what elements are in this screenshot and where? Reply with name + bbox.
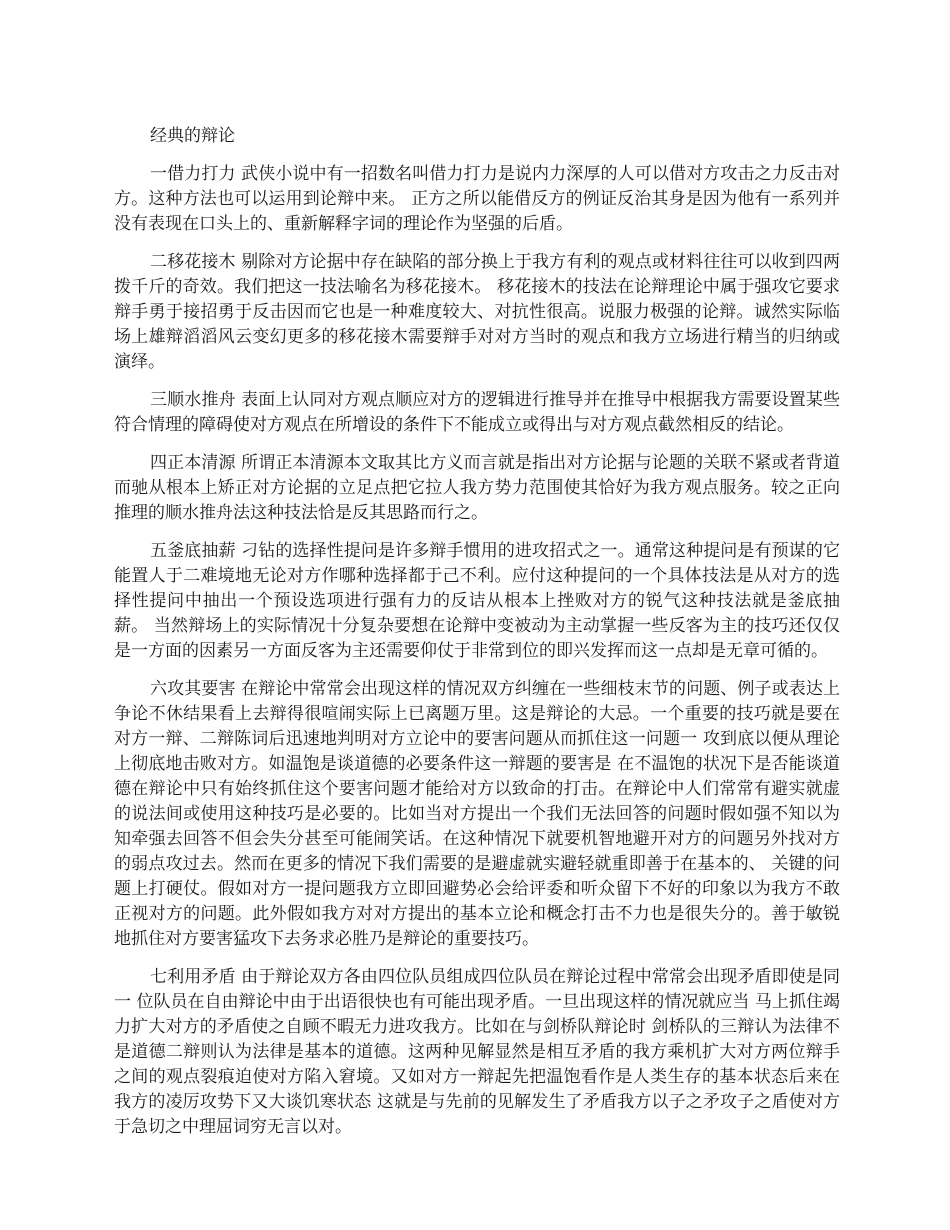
- document-page: [114, 124, 840, 1153]
- paragraph-zheng-ben-qing-yuan: 四正本清源 所谓正本清源本文取其比方义而言就是指出对方论据与论题的关联不紧或者背道而驰从根本上矫正对方论据的立足点把它拉人我方势力范围使其恰好为我方观点服务。较之正向推理的顺水推舟法这种技法恰是反其思路而行之。: [114, 453, 840, 523]
- paragraph-jie-li-da-li: 一借力打力 武侠小说中有一招数名叫借力打力是说内力深厚的人可以借对方攻击之力反击对方。这种方法也可以运用到论辩中来。 正方之所以能借反方的例证反治其身是因为他有一系列并没有表现在口头上的、重新解释字词的理论作为坚强的后盾。: [114, 164, 840, 234]
- paragraph-shun-shui-tui-zhou: 三顺水推舟 表面上认同对方观点顺应对方的逻辑进行推导并在推导中根据我方需要设置某些符合情理的障碍使对方观点在所增设的条件下不能成立或得出与对方观点截然相反的结论。: [114, 390, 840, 435]
- paragraph-yi-hua-jie-mu: 二移花接木 剔除对方论据中存在缺陷的部分换上于我方有利的观点或材料往往可以收到四两拨千斤的奇效。我们把这一技法喻名为移花接木。 移花接木的技法在论辩理论中属于强攻它要求辩手勇于接招勇于反击因而它也是一种难度较大、对抗性很高。说服力极强的论辩。诚然实际临场上雄辩滔滔风云变幻更多的移花接木需要辩手对对方当时的观点和我方立场进行精当的归纳或演绎。: [114, 252, 840, 372]
- paragraph-gong-qi-yao-hai: 六攻其要害 在辩论中常常会出现这样的情况双方纠缠在一些细枝末节的问题、例子或表达上争论不休结果看上去辩得很喧闹实际上已离题万里。这是辩论的大忌。一个重要的技巧就是要在对方一辩、二辩陈词后迅速地判明对方立论中的要害问题从而抓住这一问题一 攻到底以便从理论上彻底地击败对方。如温饱是谈道德的必要条件这一辩题的要害是 在不温饱的状况下是否能谈道德在辩论中只有始终抓住这个要害问题才能给对方以致命的打击。在辩论中人们常常有避实就虚的说法间或使用这种技巧是必要的。比如当对方提出一个我们无法回答的问题时假如强不知以为知牵强去回答不但会失分甚至可能闹笑话。在这种情况下就要机智地避开对方的问题另外找对方的弱点攻过去。然而在更多的情况下我们需要的是避虚就实避轻就重即善于在基本的、 关键的问题上打硬仗。假如对方一提问题我方立即回避势必会给评委和听众留下不好的印象以为我方不敢正视对方的问题。此外假如我方对对方提出的基本立论和概念打击不力也是很失分的。善于敏锐地抓住对方要害猛攻下去务求必胜乃是辩论的重要技巧。: [114, 679, 840, 949]
- paragraph-li-yong-mao-dun: 七利用矛盾 由于辩论双方各由四位队员组成四位队员在辩论过程中常常会出现矛盾即使是同一 位队员在自由辩论中由于出语很快也有可能出现矛盾。一旦出现这样的情况就应当 马上抓住竭力扩大对方的矛盾使之自顾不暇无力进攻我方。比如在与剑桥队辩论时 剑桥队的三辩认为法律不是道德二辩则认为法律是基本的道德。这两种见解显然是相互矛盾的我方乘机扩大对方两位辩手之间的观点裂痕迫使对方陷入窘境。又如对方一辩起先把温饱看作是人类生存的基本状态后来在我方的凌厉攻势下又大谈饥寒状态 这就是与先前的见解发生了矛盾我方以子之矛攻子之盾使对方于急切之中理屈词穷无言以对。: [114, 967, 840, 1137]
- paragraph-fu-di-chou-xin: 五釜底抽薪 刁钻的选择性提问是许多辩手惯用的进攻招式之一。通常这种提问是有预谋的它能置人于二难境地无论对方作哪种选择都于己不利。应付这种提问的一个具体技法是从对方的选择性提问中抽出一个预设选项进行强有力的反诘从根本上挫败对方的锐气这种技法就是釜底抽薪。 当然辩场上的实际情况十分复杂要想在论辩中变被动为主动掌握一些反客为主的技巧还仅仅是一方面的因素另一方面反客为主还需要仰仗于非常到位的即兴发挥而这一点却是无章可循的。: [114, 541, 840, 661]
- document-title: 经典的辩论: [150, 126, 235, 146]
